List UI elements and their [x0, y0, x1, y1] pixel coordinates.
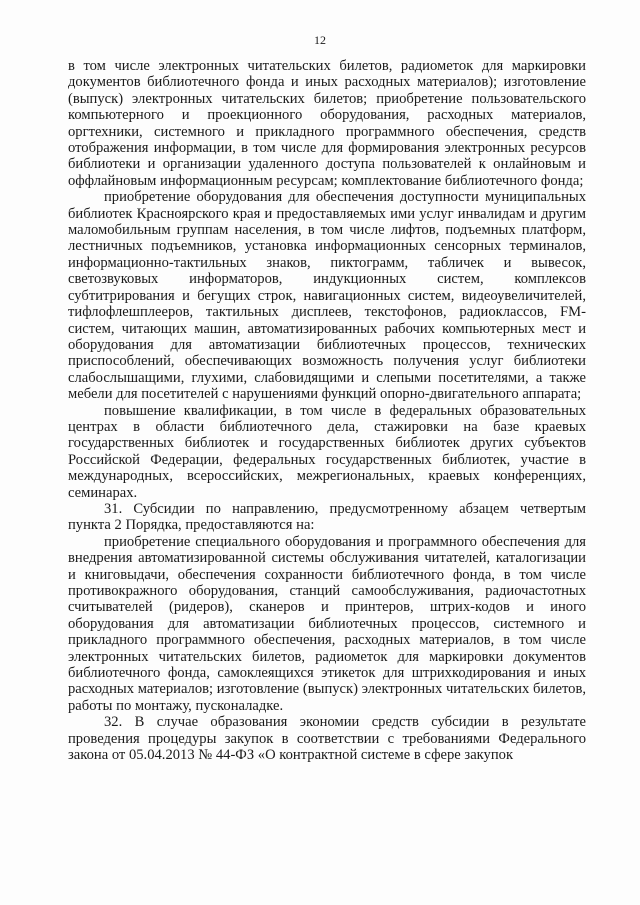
paragraph-continuation: в том числе электронных читательских билетов, радиометок для маркировки документов библиотечного фонда и иных расходных материалов); изготовление (выпуск) электронных читательских билетов; приобретение пользовательского компьютерного и проекционного оборудования, расходных материалов, оргтехники, системного и прикладного программного обеспечения, средств отображения информации, в том числе для формирования электронных ресурсов библиотеки и организации удаленного доступа пользователей к онлайновым и оффлайновым информационным ресурсам; комплектование библиотечного фонда;	[68, 58, 586, 189]
page-number: 12	[314, 33, 326, 47]
paragraph-item-32: 32. В случае образования экономии средств субсидии в результате проведения процедуры закупок в соответствии с требованиями Федерального закона от 05.04.2013 № 44-ФЗ «О контрактной системе в сфере закупок	[68, 714, 586, 764]
paragraph-qualification: повышение квалификации, в том числе в федеральных образовательных центрах в области библиотечного дела, стажировки на базе краевых государственных библиотек и государственных библиотек других субъектов Российской Федерации, федеральных государственных библиотек, участие в международных, всероссийских, межрегиональных, краевых конференциях, семинарах.	[68, 402, 586, 501]
document-body	[68, 58, 586, 763]
paragraph-item-31: 31. Субсидии по направлению, предусмотренному абзацем четвертым пункта 2 Порядка, предоставляются на:	[68, 500, 586, 534]
paragraph-special-equipment: приобретение специального оборудования и программного обеспечения для внедрения автоматизированной системы обслуживания читателей, каталогизации и книговыдачи, обеспечения сохранности библиотечного фонда, в том числе противокражного оборудования, станций самообслуживания, радиочастотных считывателей (ридеров), сканеров и принтеров, штрих-кодов и иного оборудования для автоматизации библиотечных процессов, системного и прикладного программного обеспечения, расходных материалов, в том числе электронных читательских билетов, радиометок для маркировки документов библиотечного фонда, самоклеящихся этикеток для штрихкодирования и иных расходных материалов; изготовление (выпуск) электронных читательских билетов, работы по монтажу, пусконаладке.	[68, 533, 586, 714]
paragraph-accessibility-equipment: приобретение оборудования для обеспечения доступности муниципальных библиотек Красноярского края и предоставляемых ими услуг инвалидам и другим маломобильным группам населения, в том числе лифтов, подъемных платформ, лестничных подъемников, установка информационных сенсорных терминалов, информационно-тактильных знаков, пиктограмм, табличек и вывесок, светозвуковых информаторов, индукционных систем, комплексов субтитрирования и бегущих строк, навигационных систем, видеоувеличителей, тифлофлешплееров, тактильных дисплеев, текстофонов, радиоклассов, FM-систем, читающих машин, автоматизированных рабочих компьютерных мест и оборудования для автоматизации библиотечных процессов, технических приспособлений, обеспечивающих возможность получения услуг библиотеки слабослышащими, глухими, слабовидящими и слепыми посетителями, а также мебели для посетителей с нарушениями функций опорно-двигательного аппарата;	[68, 189, 586, 403]
